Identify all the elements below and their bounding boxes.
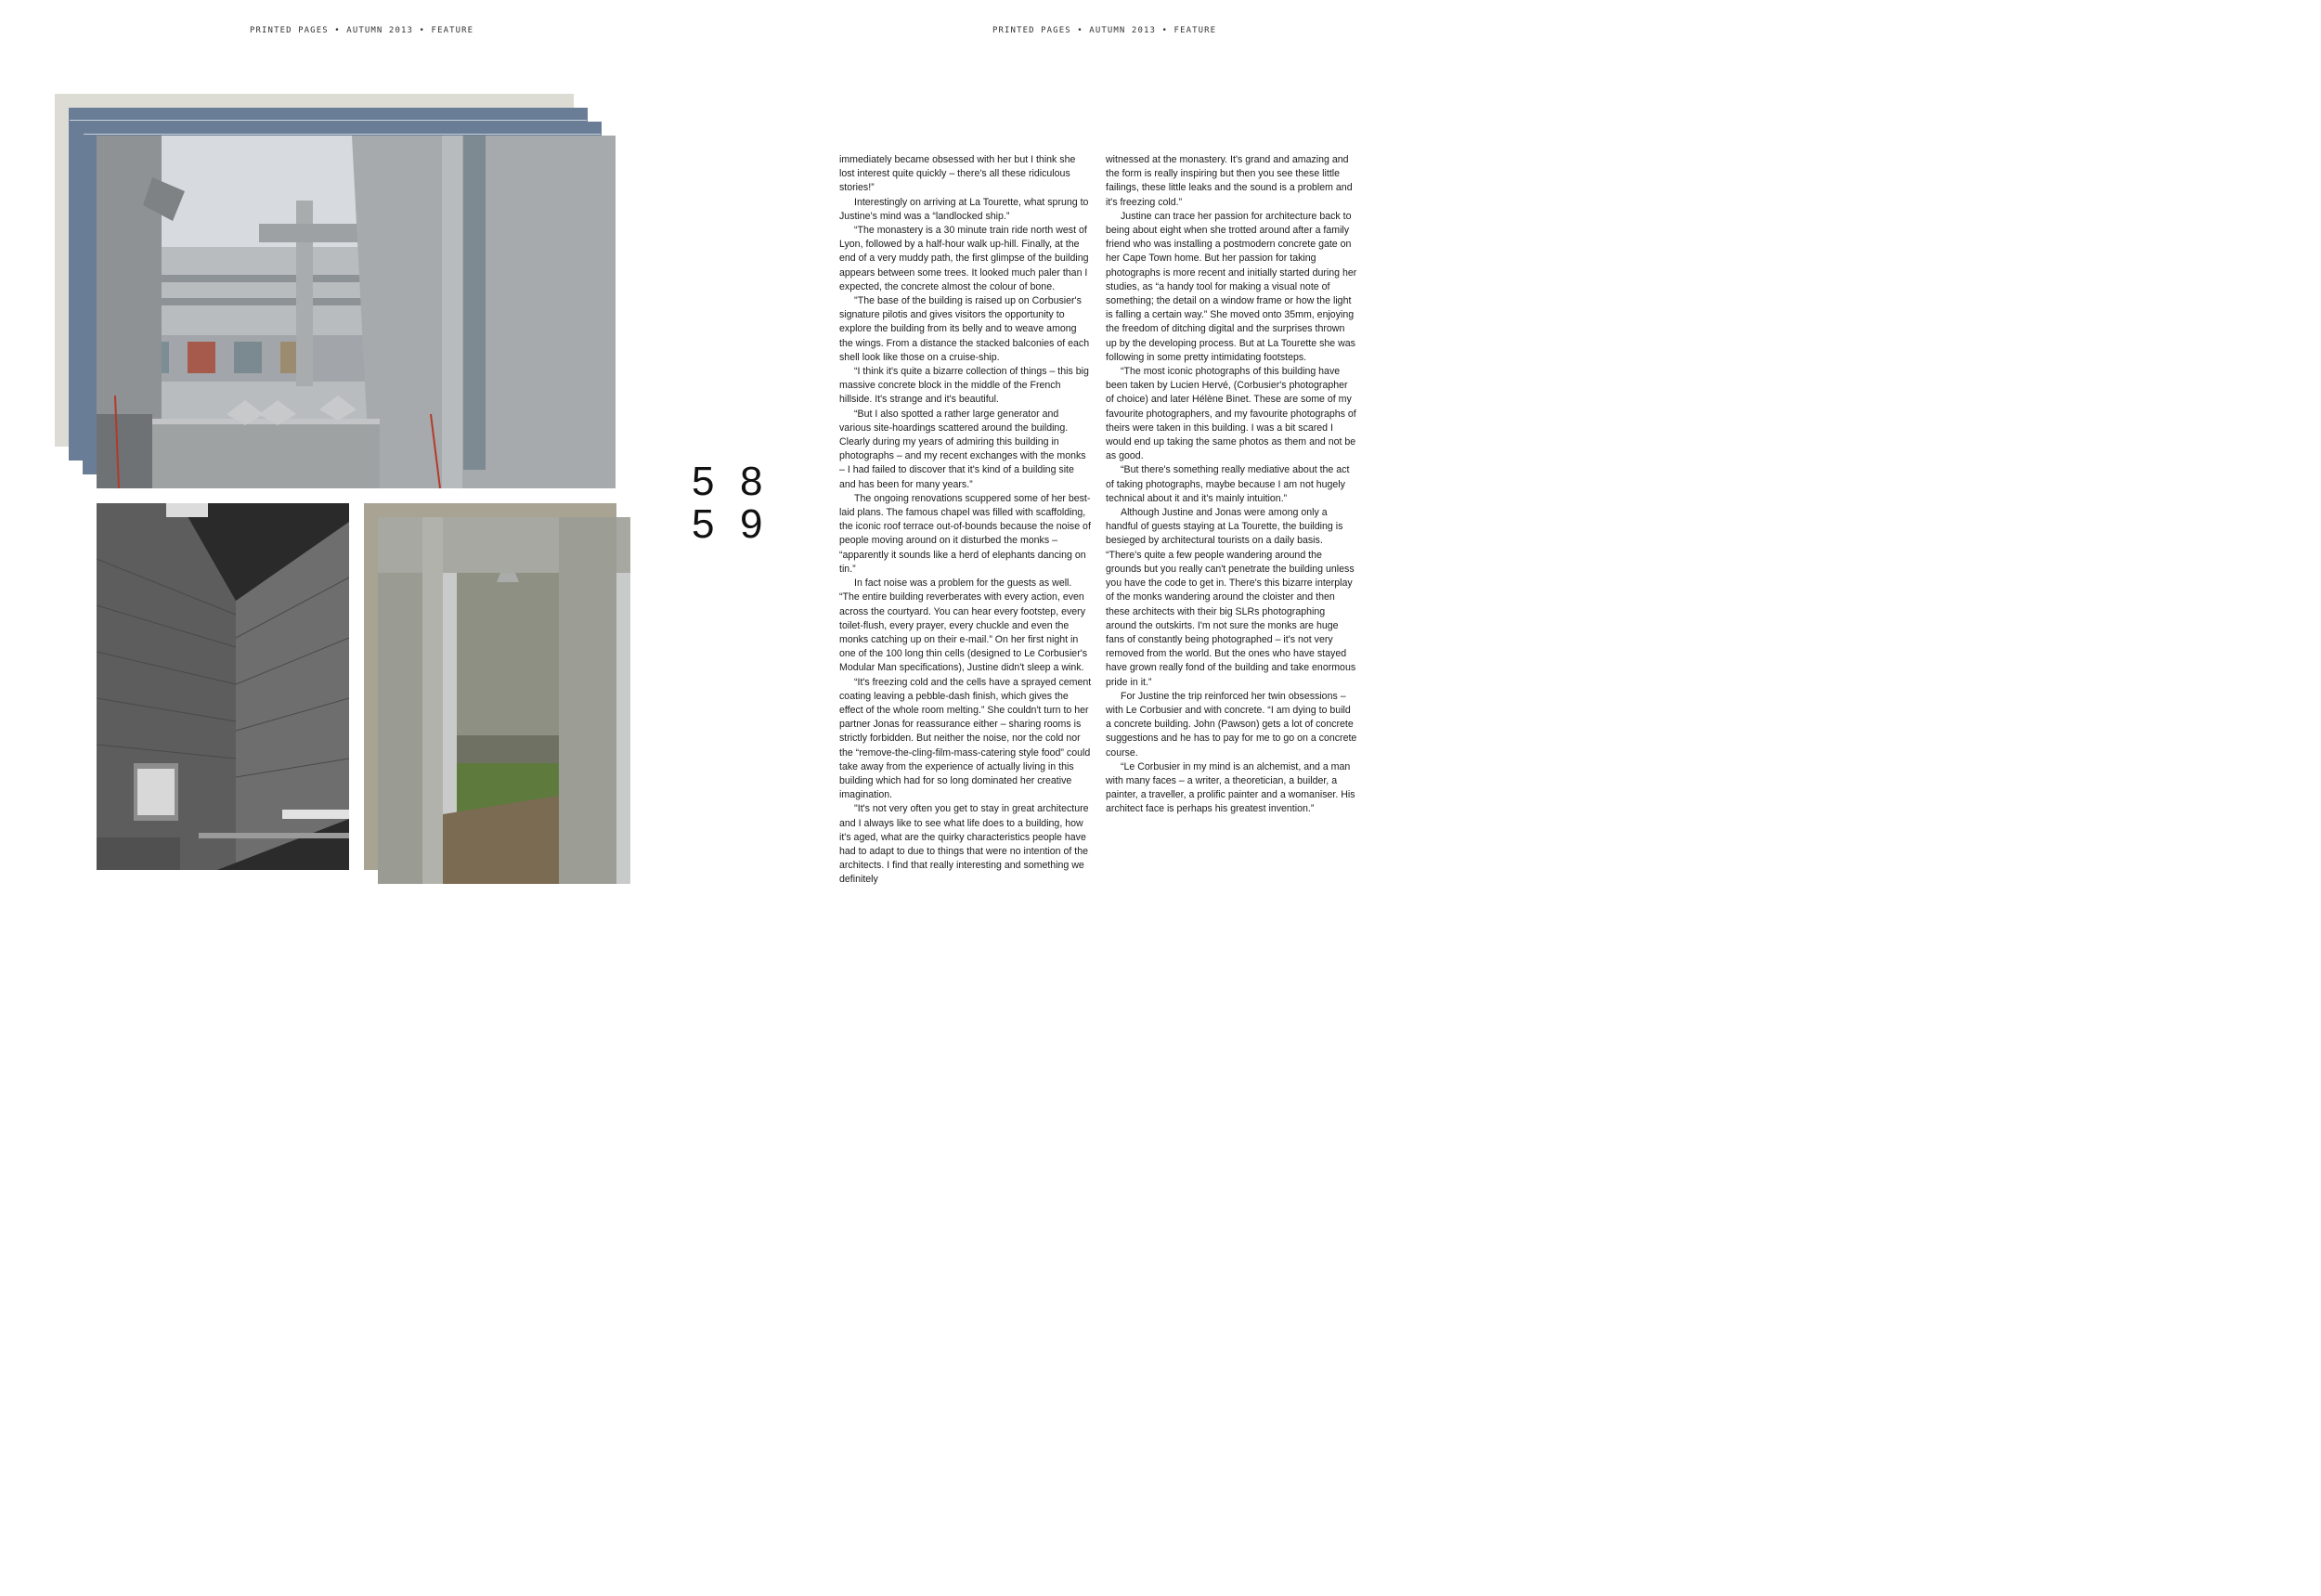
paragraph: immediately became obsessed with her but I think she lost interest quite quickly – there's all these ridiculous stories!” [839,154,1076,194]
article-column-2 [1106,153,1358,817]
folio-right-top: 8 [740,459,763,504]
paragraph: In fact noise was a problem for the guests as well. “The entire building reverberates with every action, even across the courtyard. You can hear every footstep, every toilet-flush, every prayer, every chuckle and even the monks catching up on their e-mail.” On her first night in one of the 100 long thin cells (designed to Le Corbusier's Modular Man specifications), Justine didn't sleep a wink. [839,577,1088,674]
paragraph: “But I also spotted a rather large generator and various site-hoardings scattered around the building. Clearly during my years of admiring this building in photographs – and my recent exchanges with the monks – I had failed to discover that it's kind of a building site and has been for many years.” [839,408,1086,490]
folio-right-bottom: 9 [740,501,763,547]
article-column-1 [839,153,1092,888]
photo-chapel-interior [97,503,349,870]
paragraph: The ongoing renovations scuppered some of her best-laid plans. The famous chapel was filled with scaffolding, the iconic roof terrace out-of-bounds because the noise of people moving around on it disturbed the monks – “apparently it sounds like a herd of elephants dancing on tin.” [839,492,1091,575]
paragraph: “It's freezing cold and the cells have a sprayed cement coating leaving a pebble-dash finish, which gives the effect of the whole room melting.” She couldn't turn to her partner Jonas for reassurance either – sharing rooms is strictly forbidden. But neither the noise, nor the cold nor the “remove-the-cling-film-mass-catering style food” could take away from the experience of actually living in this building which had for so long dominated her creative imagination. [839,676,1092,801]
running-head-left: PRINTED PAGES • AUTUMN 2013 • FEATURE [250,26,474,35]
folio-left-top: 5 [692,459,715,504]
paragraph: “Le Corbusier in my mind is an alchemist, and a man with many faces – a writer, a theoretician, a builder, a painter, a traveller, a prolific painter and a womaniser. His architect face is perhaps his greatest invention.” [1106,760,1355,815]
paragraph: Interestingly on arriving at La Tourette, what sprung to Justine's mind was a “landlocked ship.” [839,196,1089,222]
paragraph: Justine can trace her passion for architecture back to being about eight when she trotted around after a family friend who was installing a postmodern concrete gate on her Cape Town home. But her passion for taking photographs is more recent and initially started during her studies, as “a handy tool for making a visual note of something; the detail on a window frame or how the light is falling a certain way.” She moved onto 35mm, enjoying the freedom of ditching digital and the surprises thrown up by the developing process. But at La Tourette she was following in some pretty intimidating footsteps. [1106,210,1357,363]
running-head-right: PRINTED PAGES • AUTUMN 2013 • FEATURE [992,26,1217,35]
photo-pilotis [378,517,630,884]
blue-block-back-edge [70,120,587,121]
paragraph: For Justine the trip reinforced her twin obsessions – with Le Corbusier and with concrete. “I am dying to build a concrete building. John (Pawson) gets a lot of concrete suggestions and he has to pay for me to go on a concrete course. [1106,690,1357,759]
folio-left-bottom: 5 [692,501,715,547]
page-numbers [692,461,788,546]
paragraph: “The most iconic photographs of this building have been taken by Lucien Hervé, (Corbusier's photographer of choice) and later Hélène Binet. These are some of my favourite photographers, and my favourite photographs of theirs were taken in this building. I was a bit scared I would end up taking the same photos as them and not be as good. [1106,366,1356,462]
paragraph: “But there's something really mediative about the act of taking photographs, maybe because I am not hugely technical about it and it's mainly intuition.” [1106,464,1350,504]
photo-courtyard [97,136,616,488]
paragraph: Although Justine and Jonas were among only a handful of guests staying at La Tourette, the building is besieged by architectural tourists on a daily basis. “There's quite a few people wandering around the grounds but you really can't penetrate the building unless you have the code to get in. There's this bizarre interplay of the monks wandering around the cloister and then these architects with their big SLRs photographing around the outskirts. I'm not sure the monks are huge fans of constantly being photographed – it's not very removed from the world. But the ones who have stayed have grown really fond of the building and take enormous pride in it.” [1106,507,1356,688]
paragraph: "It's not very often you get to stay in great architecture and I always like to see what life does to a building, how it's aged, what are the quirky characteristics people have had to adapt to due to things that were no intention of the architects. I find that really interesting and something we definitely [839,803,1089,886]
paragraph: "The base of the building is raised up on Corbusier's signature pilotis and gives visitors the opportunity to explore the building from its belly and to weave among the wings. From a distance the stacked balconies of each shell look like those on a cruise-ship. [839,295,1090,363]
paragraph: witnessed at the monastery. It's grand and amazing and the form is really inspiring but then you see these little failings, these little leaks and the sound is a problem and it's freezing cold.” [1106,154,1353,208]
paragraph: “The monastery is a 30 minute train ride north west of Lyon, followed by a half-hour walk up-hill. Finally, at the end of a very muddy path, the first glimpse of the building appears between some trees. It looked much paler than I expected, the concrete almost the colour of bone. [839,225,1089,292]
blue-block-middle-edge [84,134,601,135]
paragraph: “I think it's quite a bizarre collection of things – this big massive concrete block in the middle of the French hillside. It's strange and it's beautiful. [839,366,1089,406]
